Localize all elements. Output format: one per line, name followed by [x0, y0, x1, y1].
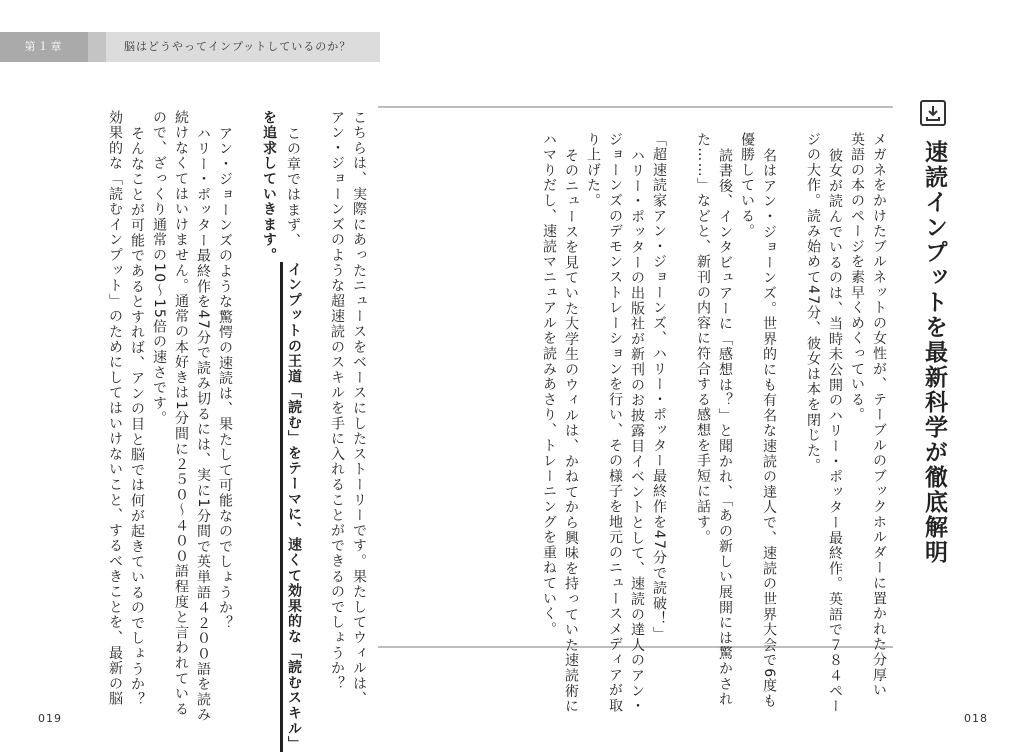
chapter-header [0, 32, 380, 62]
body-line: 効果的な「読むインプット」のためにしてはいけないこと、するべきことを、最新の脳 [107, 110, 123, 707]
body-line: ハリー・ポッター最終作を47分で読み切るには、実に1分間で英単語４２００語を読み [195, 126, 211, 723]
body-line: 続けなくてはいけません。通常の本好きは1分間に２５０〜４００語程度と言われている [173, 110, 189, 717]
body-line: そんなことが可能であるとすれば、アンの目と脳では何が起きているのでしょうか？ [129, 126, 145, 708]
section-title: 速読インプットを最新科学が徹底解明 [921, 140, 947, 565]
chapter-label: 第１章 [0, 32, 88, 62]
story-line: た……」などと、新刊の内容に符合する感想を手短に話す。 [695, 132, 711, 546]
story-line: ハマりだし、速読マニュアルを読みあさり、トレーニングを重ねていく。 [541, 132, 557, 637]
body-line: ので、ざっくり通常の10〜15倍の速さです。 [151, 110, 167, 427]
page-number-right: 018 [964, 712, 988, 725]
highlighted-body-line: インプットの王道「読む」をテーマに、速くて効果的な「読むスキル」 [280, 262, 305, 752]
story-line: ジョーンズのデモンストレーションを行い、その様子を地元のニュースメディアが取 [607, 132, 623, 714]
story-line: 優勝している。 [739, 132, 755, 240]
story-line: 「超速読家アン・ジョーンズ、ハリー・ポッター最終作を47分で読破！」 [651, 132, 667, 643]
story-line: 英語の本のページを素早くめくっている。 [849, 132, 865, 423]
story-line: ジの大作。読み始めて47分、彼女は本を閉じた。 [805, 132, 821, 474]
body-line: アン・ジョーンズのような驚愕の速読は、果たして可能なのでしょうか？ [217, 126, 233, 631]
body-line: アン・ジョーンズのような超速読のスキルを手に入れることができるのでしょうか？ [329, 110, 345, 692]
download-tray-icon [920, 100, 946, 126]
story-line: 彼女が読んでいるのは、当時未公開のハリー・ポッター最終作。英語で７８４ペー [827, 148, 843, 715]
story-line: 読書後、インタビュアーに「感想は？」と聞かれ、「あの新しい展開には驚かされ [717, 148, 733, 708]
body-line: この章ではまず、 [285, 126, 301, 249]
story-line: ハリー・ポッターの出版社が新刊のお披露目イベントとして、速読の達人のアン・ [629, 148, 645, 715]
story-line: り上げた。 [585, 132, 601, 209]
body-line-bold: を追求していきます。 [261, 110, 277, 263]
story-line: そのニュースを見ていた大学生のウィルは、かねてから興味を持っていた速読術に [563, 148, 579, 715]
page-number-left: 019 [38, 712, 62, 725]
chapter-title: 脳はどうやってインプットしているのか？ [124, 40, 352, 53]
story-top-rule [378, 106, 893, 108]
story-line: メガネをかけたブルネットの女性が、テーブルのブックホルダーに置かれた分厚い [871, 132, 887, 699]
body-line: こちらは、実際にあったニュースをベースにしたストーリーです。果たしてウィルは、 [351, 110, 367, 707]
chapter-tab-notch [88, 32, 106, 62]
story-line: 名はアン・ジョーンズ。世界的にも有名な速読の達人で、速読の世界大会で6度も [761, 148, 777, 710]
